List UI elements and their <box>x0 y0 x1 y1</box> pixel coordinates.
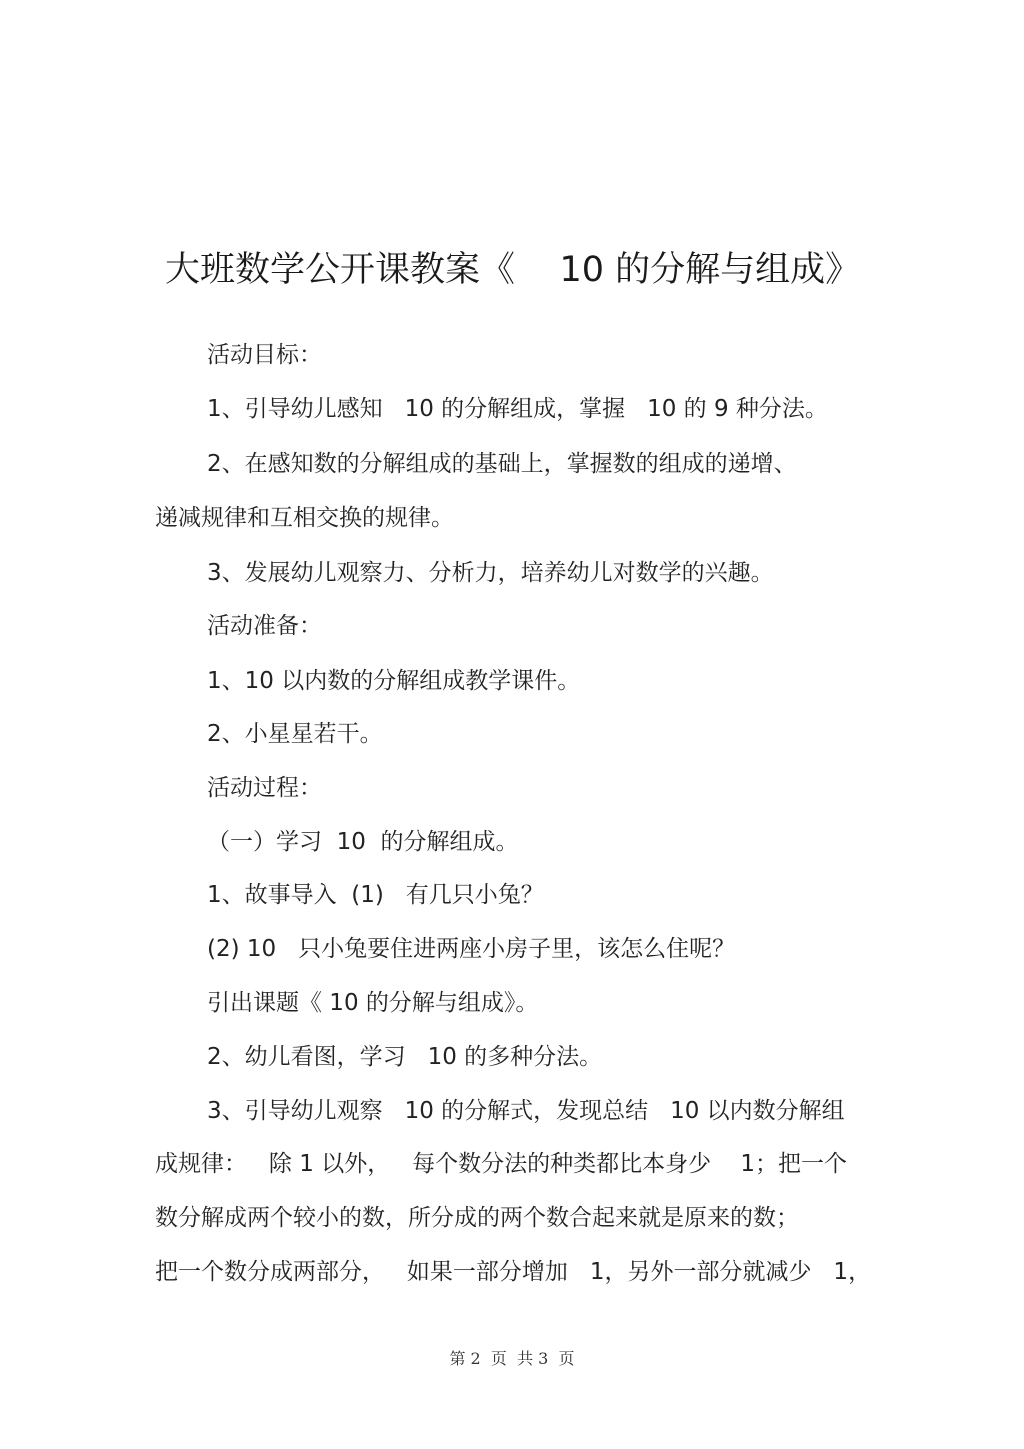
paragraph-line: 2、幼儿看图，学习 10 的多种分法。 <box>207 1044 603 1070</box>
paragraph-line: 2、小星星若干。 <box>207 721 383 747</box>
paragraph-line: 2、在感知数的分解组成的基础上，掌握数的组成的递增、 <box>207 451 797 477</box>
paragraph-line: （一）学习 10 的分解组成。 <box>207 829 519 855</box>
page-footer: 第 2 页 共 3 页 <box>449 1349 575 1368</box>
section-heading-process: 活动过程： <box>207 775 322 801</box>
paragraph-line: 数分解成两个较小的数，所分成的两个数合起来就是原来的数； <box>155 1205 799 1231</box>
section-heading-goals: 活动目标： <box>207 342 322 368</box>
paragraph-line: 3、发展幼儿观察力、分析力，培养幼儿对数学的兴趣。 <box>207 560 774 586</box>
page-title: 大班数学公开课教案《 10 的分解与组成》 <box>165 250 861 290</box>
paragraph-line: (2) 10 只小兔要住进两座小房子里，该怎么住呢？ <box>207 936 736 962</box>
section-heading-preparation: 活动准备： <box>207 613 322 639</box>
paragraph-line: 1、引导幼儿感知 10 的分解组成，掌握 10 的 9 种分法。 <box>207 396 828 422</box>
paragraph-line: 把一个数分成两部分， 如果一部分增加 1，另外一部分就减少 1， <box>155 1259 872 1285</box>
paragraph-line: 1、10 以内数的分解组成教学课件。 <box>207 668 581 694</box>
paragraph-line: 1、故事导入 (1) 有几只小兔？ <box>207 882 544 908</box>
paragraph-line: 成规律： 除 1 以外， 每个数分法的种类都比本身少 1；把一个 <box>155 1151 847 1177</box>
paragraph-line: 引出课题《 10 的分解与组成》。 <box>207 990 539 1016</box>
paragraph-line: 递减规律和互相交换的规律。 <box>155 505 454 531</box>
paragraph-line: 3、引导幼儿观察 10 的分解式，发现总结 10 以内数分解组 <box>207 1098 845 1124</box>
